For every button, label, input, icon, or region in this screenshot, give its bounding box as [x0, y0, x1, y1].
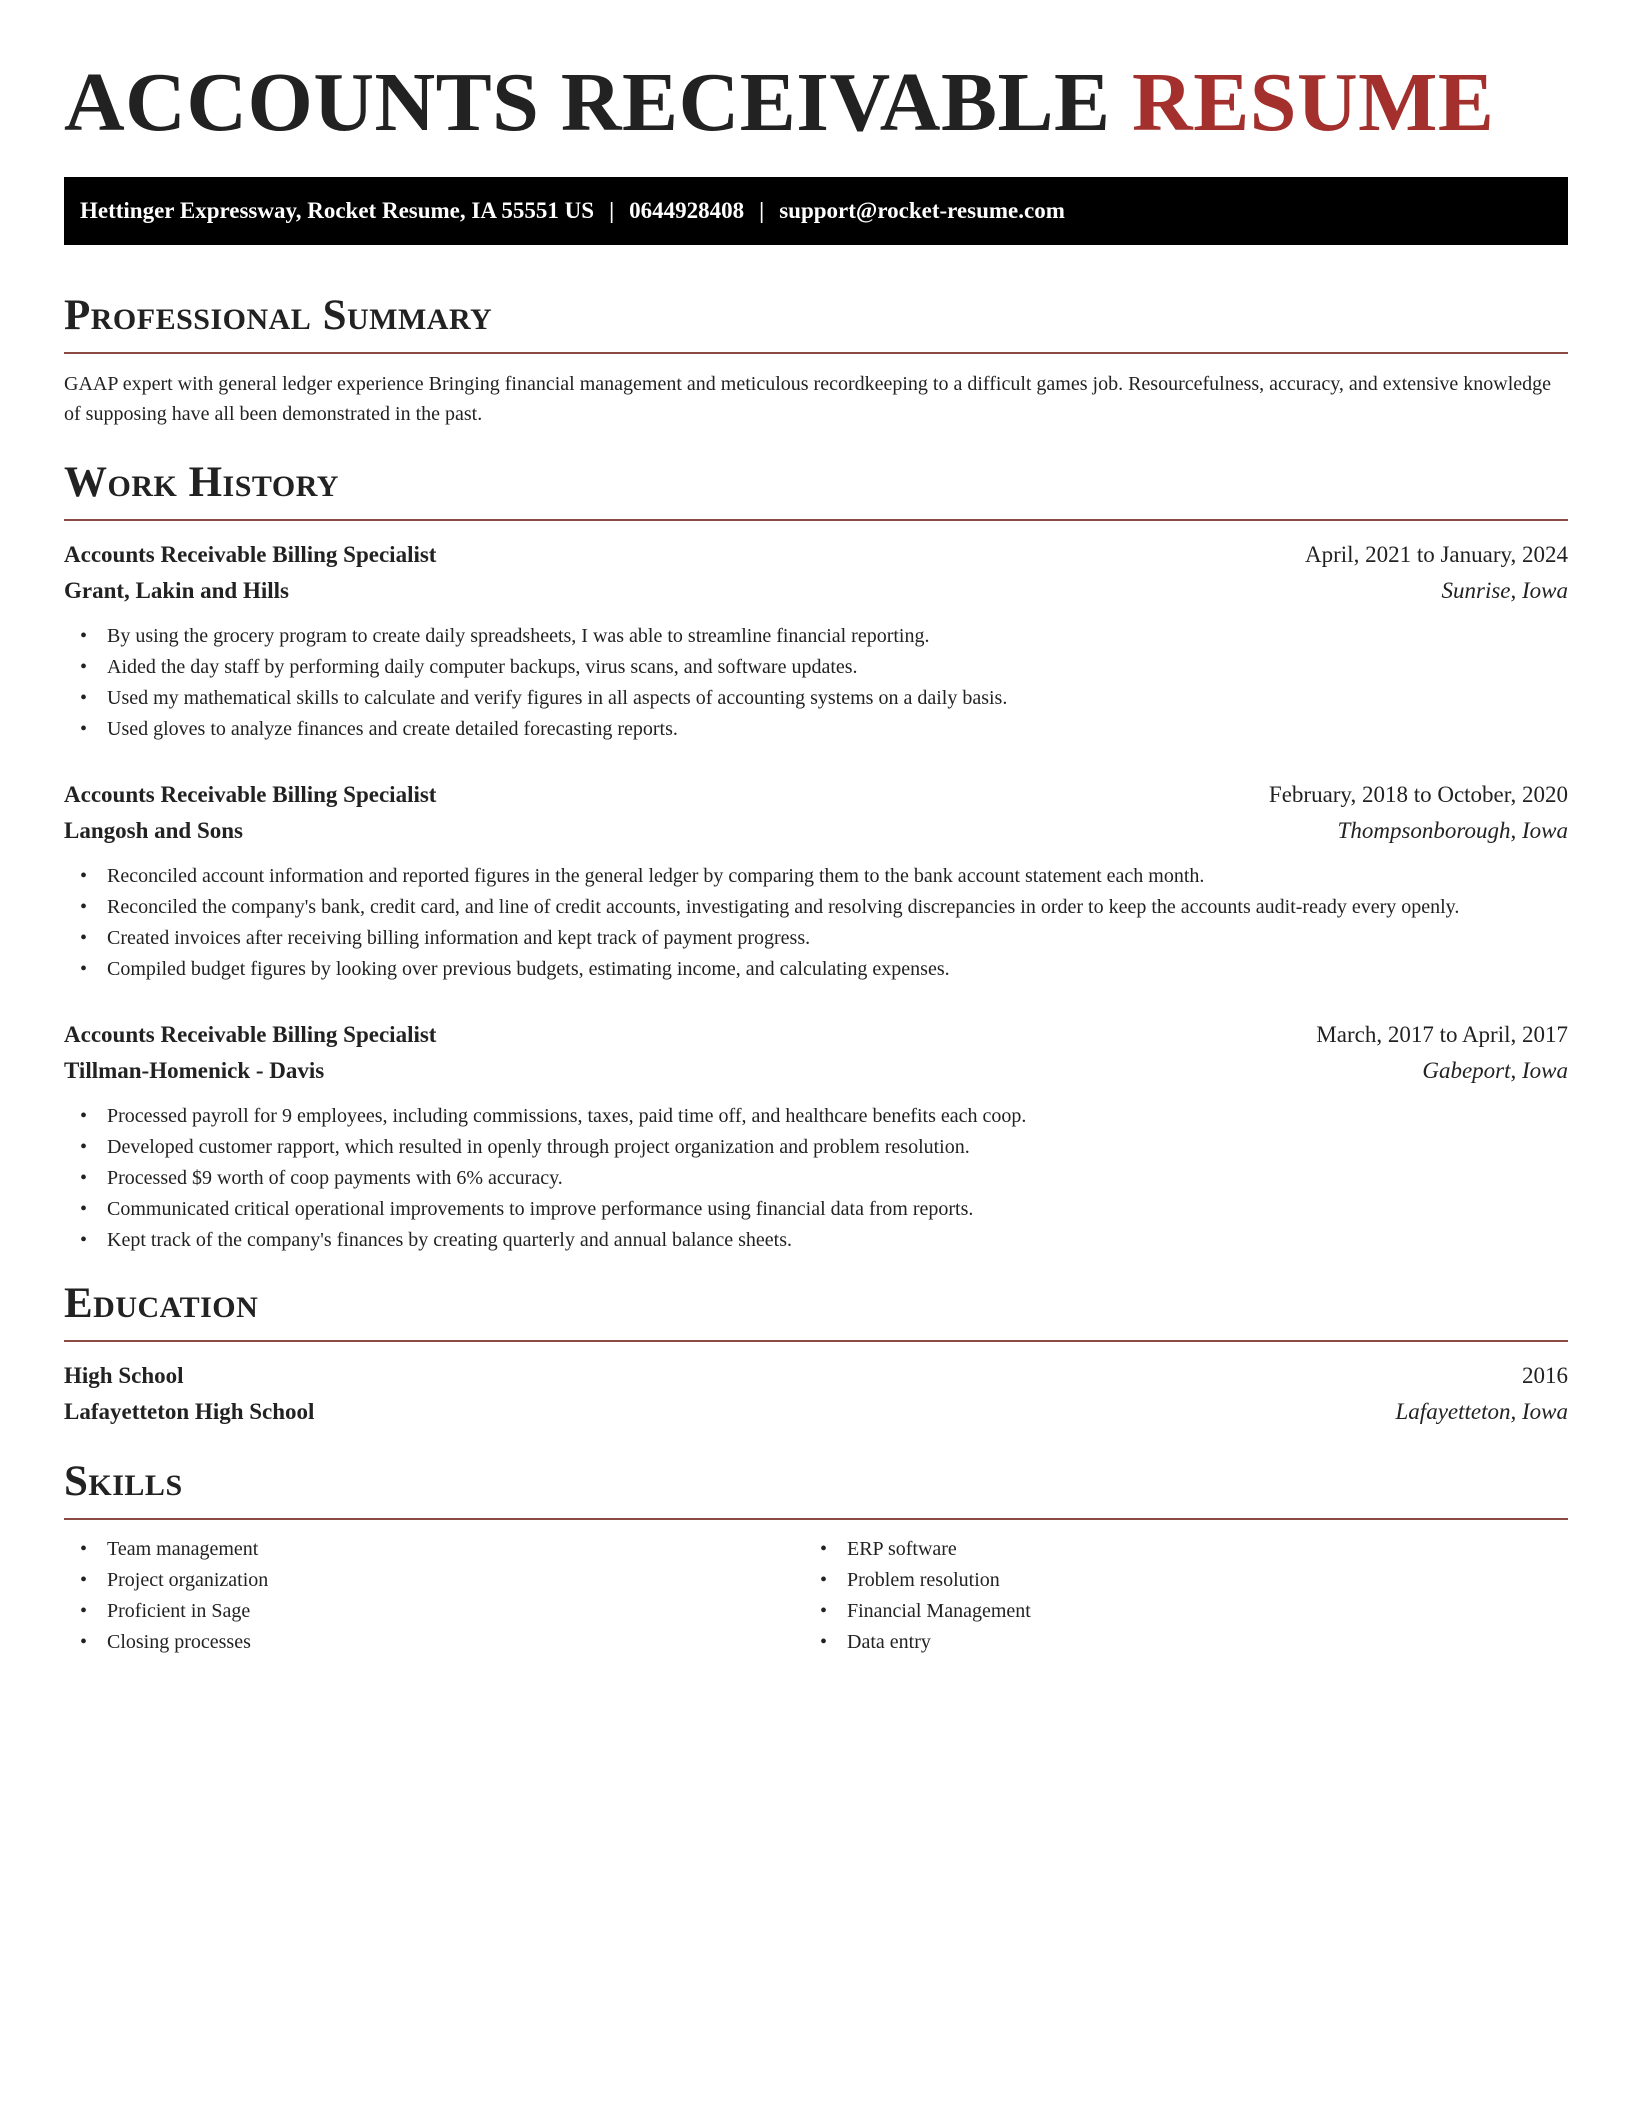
job-location: Thompsonborough, Iowa [1337, 818, 1568, 843]
contact-bar [64, 177, 1568, 245]
job-location: Sunrise, Iowa [1441, 578, 1568, 603]
job-bullet: • By using the grocery program to create daily spreadsheets, I was able to streamline financial reporting. [64, 621, 1568, 652]
skill-item: • Team management [64, 1534, 804, 1565]
job-bullets [64, 621, 1568, 745]
job-header-row [64, 539, 1568, 571]
title-main: ACCOUNTS RECEIVABLE [64, 56, 1111, 149]
job-company: Grant, Lakin and Hills [64, 578, 289, 603]
job-bullet: • Compiled budget figures by looking over previous budgets, estimating income, and calculating expenses. [64, 954, 1568, 985]
resume-title [64, 58, 1568, 148]
job-bullet: • Created invoices after receiving billing information and kept track of payment progress. [64, 923, 1568, 954]
job-dates: April, 2021 to January, 2024 [1305, 542, 1568, 567]
contact-address: Hettinger Expressway, Rocket Resume, IA 55551 US [80, 198, 595, 223]
contact-phone: 0644928408 [629, 198, 745, 223]
job-company: Tillman-Homenick - Davis [64, 1058, 325, 1083]
job-bullet: • Used my mathematical skills to calculate and verify figures in all aspects of accounting systems on a daily basis. [64, 683, 1568, 714]
job-bullets [64, 1101, 1568, 1256]
education-degree: High School [64, 1363, 184, 1388]
job-bullet: • Kept track of the company's finances by creating quarterly and annual balance sheets. [64, 1225, 1568, 1256]
summary-text: GAAP expert with general ledger experience Bringing financial management and meticulous recordkeeping to a difficult games job. Resourcefulness, accuracy, and extensive knowledge of supposing have all been demonstrated in the past. [64, 373, 1552, 425]
job-bullet: • Reconciled account information and reported figures in the general ledger by comparing them to the bank account statement each month. [64, 861, 1568, 892]
contact-separator: | [609, 198, 615, 223]
skill-item: • Problem resolution [804, 1565, 1544, 1596]
work-history-section [64, 457, 1568, 1256]
job-role: Accounts Receivable Billing Specialist [64, 1022, 437, 1047]
job-bullets [64, 861, 1568, 985]
skill-item: • Financial Management [804, 1596, 1544, 1627]
job-bullet: • Communicated critical operational improvements to improve performance using financial data from reports. [64, 1194, 1568, 1225]
skill-item: • Closing processes [64, 1627, 804, 1658]
job-dates: February, 2018 to October, 2020 [1268, 782, 1568, 807]
job-header-row [64, 1019, 1568, 1051]
job-company-row [64, 1054, 1568, 1088]
education-location: Lafayetteton, Iowa [1395, 1399, 1568, 1424]
job-entry [64, 779, 1568, 985]
job-dates: March, 2017 to April, 2017 [1316, 1022, 1568, 1047]
skills-section [64, 1456, 1568, 1658]
education-school-row [64, 1395, 1568, 1429]
job-header-row [64, 779, 1568, 811]
skill-item: • Data entry [804, 1627, 1544, 1658]
job-role: Accounts Receivable Billing Specialist [64, 782, 437, 807]
summary-section [64, 290, 1568, 429]
skill-item: • Project organization [64, 1565, 804, 1596]
skills-left-column [64, 1534, 804, 1658]
contact-email: support@rocket-resume.com [779, 198, 1065, 223]
education-section [64, 1278, 1568, 1429]
skill-item: • Proficient in Sage [64, 1596, 804, 1627]
education-school: Lafayetteton High School [64, 1399, 315, 1424]
job-bullet: • Aided the day staff by performing daily computer backups, virus scans, and software updates. [64, 652, 1568, 683]
education-year: 2016 [1522, 1363, 1568, 1388]
summary-heading: Professional Summary [64, 290, 1568, 354]
job-company-row [64, 574, 1568, 608]
skills-heading: Skills [64, 1456, 1568, 1520]
education-entry [64, 1360, 1568, 1429]
job-role: Accounts Receivable Billing Specialist [64, 542, 437, 567]
title-accent: RESUME [1132, 56, 1495, 149]
skills-right-column [804, 1534, 1544, 1658]
job-entry [64, 1019, 1568, 1256]
education-heading: Education [64, 1278, 1568, 1342]
job-bullet: • Processed $9 worth of coop payments with 6% accuracy. [64, 1163, 1568, 1194]
skill-item: • ERP software [804, 1534, 1544, 1565]
work-history-heading: Work History [64, 457, 1568, 521]
job-bullet: • Processed payroll for 9 employees, including commissions, taxes, paid time off, and healthcare benefits each coop. [64, 1101, 1568, 1132]
job-location: Gabeport, Iowa [1422, 1058, 1568, 1083]
job-company: Langosh and Sons [64, 818, 243, 843]
skills-columns [64, 1534, 1568, 1658]
education-header-row [64, 1360, 1568, 1392]
job-bullet: • Reconciled the company's bank, credit card, and line of credit accounts, investigating and resolving discrepancies in order to keep the accounts audit-ready every openly. [64, 892, 1568, 923]
job-bullet: • Developed customer rapport, which resulted in openly through project organization and problem resolution. [64, 1132, 1568, 1163]
job-entry [64, 539, 1568, 745]
job-company-row [64, 814, 1568, 848]
contact-separator: | [759, 198, 765, 223]
job-bullet: • Used gloves to analyze finances and create detailed forecasting reports. [64, 714, 1568, 745]
